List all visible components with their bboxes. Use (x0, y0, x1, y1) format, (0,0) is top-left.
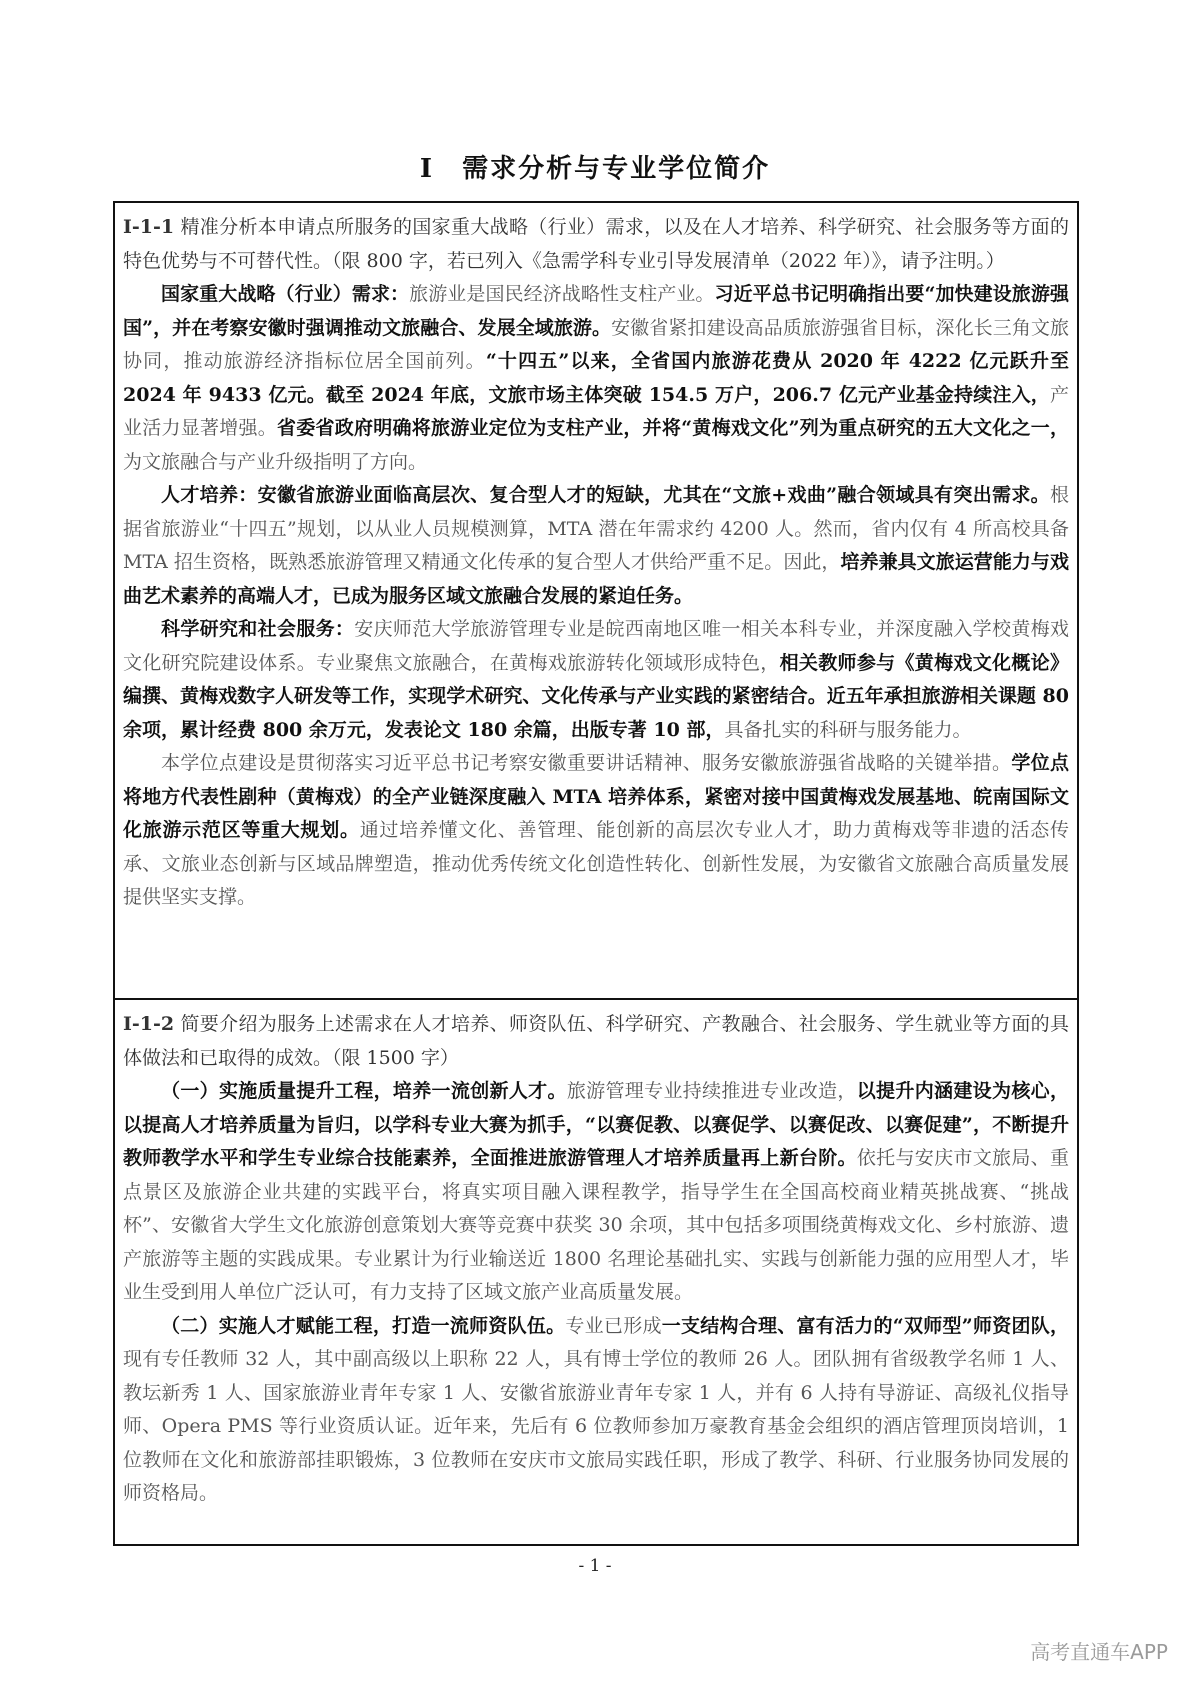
text-bold: 相关教师参与《黄梅戏文化概论》编撰、黄梅戏数字人研发等工作，实现学术研究、文化传承与产业实践的紧密结合。近五年承担旅游相关课题 80 余项，累计经费 800 余万元，发表论文 180 余篇，出版专著 10 部， (123, 651, 1069, 741)
paragraph-talent (123, 479, 1069, 613)
section-code: I-1-2 (123, 1013, 175, 1035)
text-bold: （一）实施质量提升工程，培养一流创新人才。 (161, 1080, 567, 1102)
text-bold: （二）实施人才赋能工程，打造一流师资队伍。 (161, 1314, 566, 1337)
page-number: - 1 - (578, 1556, 612, 1576)
text-bold: 人才培养：安徽省旅游业面临高层次、复合型人才的短缺，尤其在“文旅+戏曲”融合领域具有突出需求。 (161, 484, 1050, 506)
text-bold: 以提升内涵建设为核心，以提高人才培养质量为旨归，以学科专业大赛为抓手，“以赛促教、以赛促学、以赛促改、以赛促建”，不断提升教师教学水平和学生专业综合技能素养，全面推进旅游管理人才培养质量再上新台阶。 (123, 1080, 1069, 1169)
text-bold: “十四五”以来，全省国内旅游花费从 2020 年 4222 亿元跃升至 2024 年 9433 亿元。截至 2024 年底，文旅市场主体突破 154.5 万户，206.7 亿元产业基金持续注入， (123, 350, 1069, 406)
section-code: I-1-1 (123, 216, 175, 238)
text: 旅游业是国民经济战略性支柱产业。 (409, 283, 715, 305)
text-bold: 学位点将地方代表性剧种（黄梅戏）的全产业链深度融入 MTA 培养体系，紧密对接中国黄梅戏发展基地、皖南国际文化旅游示范区等重大规划。 (123, 752, 1069, 841)
paragraph-strategy (123, 278, 1069, 479)
text-bold: 培养兼具文旅运营能力与戏曲艺术素养的高端人才，已成为服务区域文旅融合发展的紧迫任务。 (123, 551, 1069, 607)
section-prompt (123, 1008, 1069, 1075)
prompt-text: 简要介绍为服务上述需求在人才培养、师资队伍、科学研究、产教融合、社会服务、学生就业等方面的具体做法和已取得的成效。（限 1500 字） (123, 1013, 1069, 1069)
paragraph-faculty (123, 1310, 1069, 1511)
text: 产业活力显著增强。 (123, 383, 1069, 439)
text: 依托与安庆市文旅局、重点景区及旅游企业共建的实践平台，将真实项目融入课程教学，指导学生在全国高校商业精英挑战赛、“挑战杯”、安徽省大学生文化旅游创意策划大赛等竞赛中获奖 30 余项，其中包括多项围绕黄梅戏文化、乡村旅游、遗产旅游等主题的实践成果。专业累计为行业输送近 1800 名理论基础扎实、实践与创新能力强的应用型人才，毕业生受到用人单位广泛认可，有力支持了区域文旅产业高质量发展。 (123, 1147, 1069, 1303)
text: 专业已形成 (565, 1314, 662, 1337)
text: 根据省旅游业“十四五”规划，以从业人员规模测算，MTA 潜在年需求约 4200 人。然而，省内仅有 4 所高校具备 MTA 招生资格，既熟悉旅游管理又精通文化传承的复合型人才供给严重不足。因此， (123, 484, 1069, 573)
text: 通过培养懂文化、善管理、能创新的高层次专业人才，助力黄梅戏等非遗的活态传承、文旅业态创新与区域品牌塑造，推动优秀传统文化创造性转化、创新性发展，为安徽省文旅融合高质量发展提供坚实支撑。 (123, 819, 1069, 908)
paragraph-research (123, 613, 1069, 747)
section-prompt (123, 211, 1069, 278)
text: 安徽省紧扣建设高品质旅游强省目标，深化长三角文旅协同，推动旅游经济指标位居全国前列。 (123, 316, 1069, 372)
text: 本学位点建设是贯彻落实习近平总书记考察安徽重要讲话精神、服务安徽旅游强省战略的关键举措。 (161, 752, 1012, 774)
prompt-text: 精准分析本申请点所服务的国家重大战略（行业）需求，以及在人才培养、科学研究、社会服务等方面的特色优势与不可替代性。（限 800 字，若已列入《急需学科专业引导发展清单（2022 年）》，请予注明。） (123, 216, 1069, 272)
paragraph-quality (123, 1075, 1069, 1310)
page-title: I 需求分析与专业学位简介 (419, 154, 771, 184)
content-table (113, 201, 1079, 1546)
text-bold: 省委省政府明确将旅游业定位为支柱产业，并将“黄梅戏文化”列为重点研究的五大文化之一， (276, 417, 1069, 439)
text: 旅游管理专业持续推进专业改造， (566, 1080, 857, 1102)
text-bold: 国家重大战略（行业）需求： (161, 283, 410, 305)
section-i-1-2 (115, 998, 1077, 1544)
text-bold: 科学研究和社会服务： (161, 618, 355, 640)
watermark: 高考直通车APP (1030, 1640, 1168, 1664)
text: 具备扎实的科研与服务能力。 (724, 718, 972, 741)
text-bold: 习近平总书记明确指出要“加快建设旅游强国”，并在考察安徽时强调推动文旅融合、发展全域旅游。 (123, 283, 1069, 339)
paragraph-summary (123, 747, 1069, 915)
text: 安庆师范大学旅游管理专业是皖西南地区唯一相关本科专业，并深度融入学校黄梅戏文化研究院建设体系。专业聚焦文旅融合，在黄梅戏旅游转化领域形成特色， (123, 618, 1069, 674)
section-i-1-1 (115, 203, 1077, 998)
text: 现有专任教师 32 人，其中副高级以上职称 22 人，具有博士学位的教师 26 人。团队拥有省级教学名师 1 人、教坛新秀 1 人、国家旅游业青年专家 1 人、安徽省旅游业青年专家 1 人，并有 6 人持有导游证、高级礼仪指导师、Opera PMS 等行业资质认证。近年来，先后有 6 位教师参加万豪教育基金会组织的酒店管理顶岗培训，1 位教师在文化和旅游部挂职锻炼，3 位教师在安庆市文旅局实践任职，形成了教学、科研、行业服务协同发展的师资格局。 (123, 1348, 1069, 1504)
text-bold: 一支结构合理、富有活力的“双师型”师资团队， (661, 1314, 1069, 1337)
text: 为文旅融合与产业升级指明了方向。 (123, 450, 428, 473)
